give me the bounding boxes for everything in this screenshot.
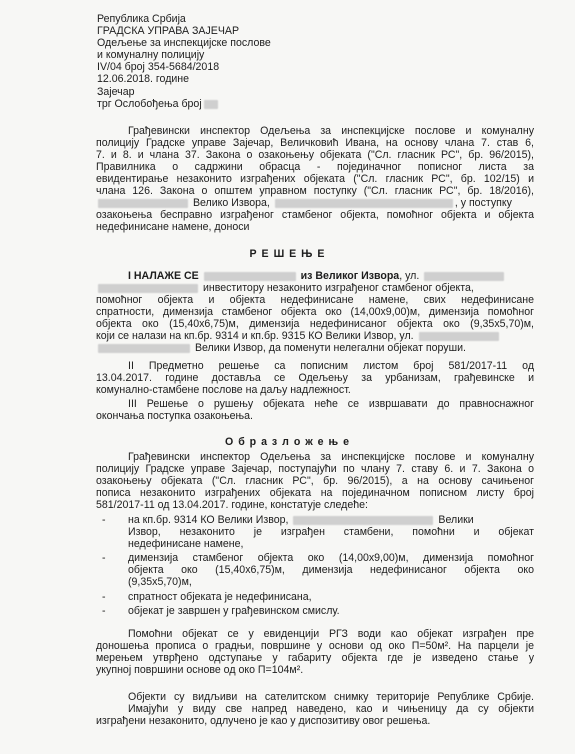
obrazlozenje-line: Грађевински инспектор Одељења за инспекцијске послове и комуналну	[128, 451, 534, 463]
resenje-item-2: II Предметно решење са пописним листом број 581/2017-11 од	[128, 360, 534, 372]
header-address: трг Ослобођења број	[97, 98, 220, 110]
header-department-2: и комуналну полицију	[97, 49, 205, 61]
resenje-line: Велики Извор, да поменути нелегални објекат поруши.	[96, 342, 466, 354]
bullet-dash: -	[102, 591, 106, 603]
header-date: 12.06.2018. године	[97, 73, 190, 85]
redaction	[275, 199, 453, 208]
redaction	[98, 344, 190, 353]
header-case-number: IV/04 број 354-5684/2018	[97, 61, 220, 73]
intro-line: полицију Градске управе Зајечар, Величковић Ивана, на основу члана 7. став 6,	[96, 137, 534, 149]
intro-line: озакоњења бесправно изграђеног стамбеног објекта, помоћног објекта и објекта	[96, 209, 534, 221]
header-administration: ГРАДСКА УПРАВА ЗАЈЕЧАР	[97, 25, 240, 37]
resenje-line: помоћног објекта и објекта недефинисане намене, свих недефинисане	[96, 294, 534, 306]
list-item: Извор, незаконито је изграђен стамбени, помоћни и објекат	[128, 526, 534, 538]
obrazlozenje-line: озакоњењу објеката ("Сл. гласник РС", бр. 96/2015), а на основу сачињеног	[96, 475, 534, 487]
bullet-dash: -	[102, 552, 106, 564]
obrazlozenje-line: полицију Градске управе Зајечар, поступајући по члану 7. ставу 6. и 7. Закона о	[96, 463, 534, 475]
resenje-item-3: окончања поступка озакоњења.	[96, 410, 253, 422]
redaction	[98, 199, 188, 208]
redaction	[419, 332, 499, 341]
resenje-line: спратности, димензија стамбеног објекта око (14,00x9,00)м, димензија помоћног	[96, 306, 534, 318]
obrazlozenje-line: Помоћни објекат се у евиденцији РГЗ води као објекат изграђен пре	[128, 628, 534, 640]
obrazlozenje-title: О б р а з л о ж е њ е	[225, 436, 350, 448]
obrazlozenje-line: изграђени незаконито, одлучено је као у диспозитиву овог решења.	[96, 715, 431, 727]
intro-line: 7. и 8. и члана 37. Закона о озакоњењу објеката ("Сл. гласник РС", бр. 96/2015),	[96, 149, 534, 161]
obrazlozenje-line: 581/2017-11 од 13.04.2017. године, констатује следеће:	[96, 499, 368, 511]
header-republic: Република Србија	[97, 13, 186, 25]
intro-line: члана 126. Закона о општем управном поступку ("Сл. гласник РС", бр. 18/2016),	[96, 185, 534, 197]
header-city: Зајечар	[97, 86, 135, 98]
redaction	[293, 516, 433, 525]
redaction	[424, 272, 504, 281]
intro-line: евидентирање незаконито изграђених објеката ("Сл. гласник РС", бр. 102/15) и	[96, 173, 534, 185]
intro-line: Правилника о садржини обрасца - појединачног пописног листа за	[96, 161, 534, 173]
resenje-item-1-head: I НАЛАЖЕ СЕ из Великог Извора, ул.	[128, 270, 506, 282]
bullet-dash: -	[102, 514, 106, 526]
list-item: недефинисане намене,	[128, 538, 244, 550]
list-item: (9,35x5,70)м,	[128, 576, 192, 588]
list-item: спратност објеката је недефинисана,	[128, 591, 312, 603]
list-item: објекат је завршен у грађевинском смислу.	[128, 605, 340, 617]
obrazlozenje-line: доношења прописа о градњи, површине у основи од око П=50м². На парцели је	[96, 640, 534, 652]
resenje-item-3: III Решење о рушењу објеката неће се извршавати до правноснажног	[128, 398, 534, 410]
obrazlozenje-line: Објекти су видљиви на сателитском снимку територије Републике Србије.	[128, 691, 534, 703]
obrazlozenje-line: Имајући у виду све напред наведено, као и чињеницу да су објекти	[128, 703, 534, 715]
resenje-title: Р Е Ш Е Њ Е	[249, 248, 326, 260]
resenje-item-2: 13.04.2017. године доставља се Одељењу за урбанизам, грађевинске и	[96, 372, 534, 384]
resenje-item-2: комунално-стамбене послове на даљу надлежност.	[96, 384, 351, 396]
resenje-line: који се налази на кп.бр. 9314 и кп.бр. 9315 КО Велики Извор, ул.	[96, 330, 501, 342]
resenje-line: објекта око (15,40x6,75)м, димензија недефинисаног објекта око (9,35x5,70)м,	[96, 318, 534, 330]
list-item: димензија стамбеног објекта око (14,00x9,00)м, димензија помоћног	[128, 552, 534, 564]
obrazlozenje-line: пописа незаконито изграђених објеката на појединачном пописном листу број	[96, 487, 534, 499]
redaction	[98, 284, 198, 293]
bullet-dash: -	[102, 605, 106, 617]
header-department: Одељење за инспекцијске послове	[97, 37, 271, 49]
intro-line-redacted: Велико Извора, , у поступку	[96, 197, 512, 209]
list-item: објекта око (15,40x6,75)м, димензија недефинисаног објекта око	[128, 564, 534, 576]
resenje-line: инвеститору незаконито изграђеног стамбеног објекта,	[96, 282, 474, 294]
intro-line: недефинисане намене, доноси	[96, 221, 250, 233]
intro-line: Грађевински инспектор Одељења за инспекцијске послове и комуналну	[128, 125, 534, 137]
redaction	[204, 272, 296, 281]
obrazlozenje-line: мерењем утврђено одступање у габариту објекта где је изведено стање у	[96, 652, 534, 664]
obrazlozenje-line: укупној површини основе од око П=104м².	[96, 664, 304, 676]
redaction	[204, 100, 218, 109]
list-item: на кп.бр. 9314 КО Велики Извор, Велики	[128, 514, 474, 526]
